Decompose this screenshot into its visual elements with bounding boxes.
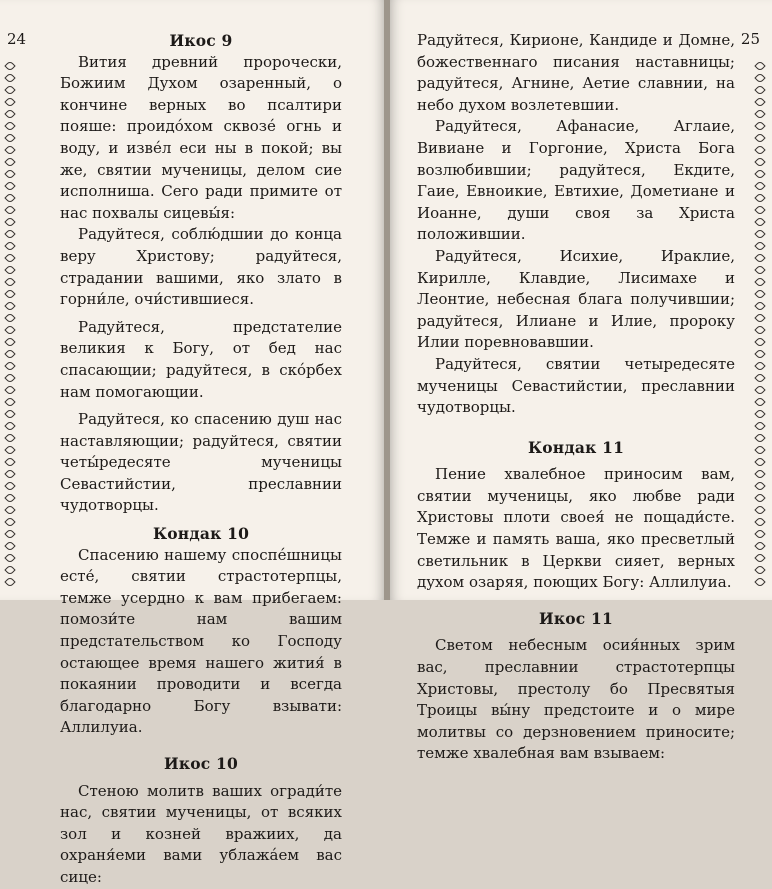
ornament-link [754, 264, 765, 275]
ornament-link [754, 480, 765, 491]
ornament-link [754, 60, 765, 71]
ornament-link [4, 576, 15, 587]
ornament-link [4, 432, 15, 443]
ornament-link [4, 420, 15, 431]
paragraph: Радуйтеся, Исихие, Ираклие, Кирилле, Клавдие, Лисимахе и Леонтие, небесная блага получившии; радуйтеся, Илиане и Илие, пророку Илии поревновавшии. [417, 246, 735, 352]
ornament-link [4, 372, 15, 383]
ornament-link [754, 216, 765, 227]
section-heading: Кондак 10 [152, 524, 250, 544]
ornament-link [4, 264, 15, 275]
ornament-link [754, 180, 765, 191]
ornament-link [754, 228, 765, 239]
ornament-link [754, 288, 765, 299]
page-text [417, 30, 735, 765]
ornament-link [754, 240, 765, 251]
ornament-link [4, 96, 15, 107]
ornament-link [4, 540, 15, 551]
ornament-link [754, 84, 765, 95]
ornament-link [754, 360, 765, 371]
ornament-link [4, 516, 15, 527]
paragraph: Радуйтеся, Афанасие, Аглаие, Вивиане и Горгоние, Христа Бога возлюбившии; радуйтеся, Екдите, Гаие, Евноикие, Евтихие, Дометиане и Иоанне, души своя за Христа положившии. [417, 117, 735, 244]
ornament-link [4, 384, 15, 395]
ornament-link [4, 228, 15, 239]
ornament-link [4, 60, 15, 71]
ornament-link [754, 312, 765, 323]
section-heading: Кондак 11 [527, 437, 625, 457]
ornament-link [754, 384, 765, 395]
vertical-ornament-border [754, 60, 766, 585]
paragraph: Радуйтеся, ко спасению душ нас наставляющии; радуйтеся, святии четы́редесяте мученицы Севастийстии, преславнии чудотворцы. [60, 410, 342, 515]
page-number: 25 [740, 30, 760, 48]
ornament-link [4, 528, 15, 539]
ornament-link [4, 240, 15, 251]
ornament-link [4, 168, 15, 179]
ornament-link [4, 192, 15, 203]
ornament-link [4, 324, 15, 335]
page-number: 24 [7, 30, 27, 48]
left-page [0, 0, 384, 886]
ornament-link [754, 576, 765, 587]
ornament-link [4, 564, 15, 575]
ornament-link [4, 504, 15, 515]
ornament-link [754, 132, 765, 143]
ornament-link [4, 300, 15, 311]
ornament-link [4, 156, 15, 167]
ornament-link [754, 300, 765, 311]
paragraph: Светом небесным осия́нных зрим вас, преславнии страстотерпцы Христовы, престолу бо Пресвятыя Троицы вы́ну предстоите и о мире молитвы со дерзновением приносите; темже хвалебная вам взываем: [417, 636, 735, 763]
ornament-link [754, 552, 765, 563]
ornament-link [4, 252, 15, 263]
ornament-link [754, 120, 765, 131]
paragraph: Радуйтеся, Кирионе, Кандиде и Домне, божественнаго писания наставницы; радуйтеся, Агнине, Аетие славнии, на небо духом возлетевшии. [417, 31, 735, 114]
ornament-link [754, 168, 765, 179]
right-page [390, 0, 772, 763]
ornament-link [4, 72, 15, 83]
ornament-link [754, 504, 765, 515]
paragraph: Радуйтеся, соблю́дшии до конца веру Христову; радуйтеся, страдании вашими, яко злато в горни́ле, очи́стившиеся. [60, 225, 342, 309]
ornament-link [754, 456, 765, 467]
ornament-link [754, 528, 765, 539]
ornament-link [754, 108, 765, 119]
ornament-link [4, 108, 15, 119]
page-text [60, 30, 342, 889]
ornament-link [4, 552, 15, 563]
ornament-link [754, 408, 765, 419]
ornament-link [4, 396, 15, 407]
section-heading: Икос 10 [164, 754, 238, 773]
ornament-link [754, 144, 765, 155]
paragraph: Пение хвалебное приносим вам, святии мученицы, яко любве ради Христовы плоти своея́ не пощади́сте. Темже и память ваша, яко пресветлый светильник в Церкви сияет, верных духом озаряя, поющих Богу: Аллилуиа. [417, 465, 735, 592]
paragraph: Стеною молитв ваших огради́те нас, святии мученицы, от всяких зол и козней вражиих, да охраня́еми вами ублажáем вас сице: [60, 781, 342, 886]
ornament-link [4, 444, 15, 455]
ornament-link [4, 336, 15, 347]
ornament-link [754, 492, 765, 503]
paragraph: Радуйтеся, святии четыредесяте мученицы Севастийстии, преславнии чудотворцы. [417, 354, 735, 417]
section-heading: Икос 11 [539, 608, 613, 628]
ornament-link [4, 492, 15, 503]
section-heading: Икос 9 [169, 31, 233, 50]
ornament-link [4, 360, 15, 371]
ornament-link [4, 480, 15, 491]
ornament-link [754, 444, 765, 455]
ornament-link [754, 252, 765, 263]
ornament-link [4, 468, 15, 479]
ornament-link [4, 180, 15, 191]
ornament-link [4, 312, 15, 323]
ornament-link [754, 432, 765, 443]
ornament-link [754, 468, 765, 479]
ornament-link [754, 396, 765, 407]
ornament-link [754, 324, 765, 335]
ornament-link [4, 144, 15, 155]
ornament-link [754, 192, 765, 203]
ornament-link [4, 204, 15, 215]
vertical-ornament-border [4, 60, 16, 585]
ornament-link [4, 84, 15, 95]
ornament-link [4, 348, 15, 359]
ornament-link [754, 516, 765, 527]
ornament-link [4, 120, 15, 131]
paragraph: Спасению нашему споспéшницы есте́, святии страстотерпцы, темже усердно к вам прибегаем: помози́те нам вашим предстательством ко Господу остающее время нашего жития́ в покаянии проводити и всегда благодарно Богу взывати: Аллилуиа. [60, 545, 342, 737]
ornament-link [4, 132, 15, 143]
paragraph: Вития древний пророчески, Божиим Духом озаренный, о кончине верных во псалтири пояше: проидóхом сквозé огнь и воду, и извéл еси ны в покой; вы же, святии мученицы, делом сие исполниша. Сего ради примите от нас похвалы сицевы́я: [60, 52, 342, 222]
ornament-link [4, 216, 15, 227]
ornament-link [754, 204, 765, 215]
ornament-link [4, 276, 15, 287]
ornament-link [754, 540, 765, 551]
ornament-link [4, 288, 15, 299]
ornament-link [754, 420, 765, 431]
ornament-link [754, 336, 765, 347]
ornament-link [754, 372, 765, 383]
ornament-link [754, 96, 765, 107]
ornament-link [754, 156, 765, 167]
ornament-link [754, 564, 765, 575]
ornament-link [4, 456, 15, 467]
paragraph: Радуйтеся, предстателие великия к Богу, от бед нас спасающии; радуйтеся, в скóрбех нам помогающии. [60, 317, 342, 401]
ornament-link [4, 408, 15, 419]
ornament-link [754, 72, 765, 83]
ornament-link [754, 276, 765, 287]
ornament-link [754, 348, 765, 359]
